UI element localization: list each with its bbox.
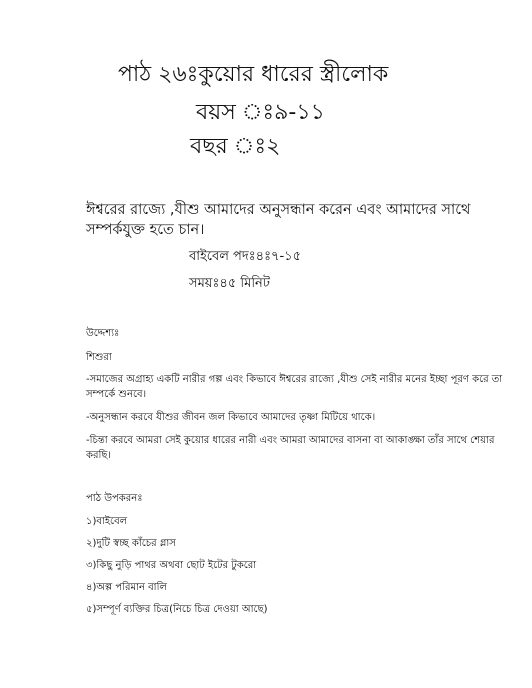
lesson-title: পাঠ ২৬ঃকুয়োর ধারের স্ত্রীলোক xyxy=(118,62,389,87)
objective-item: -সমাজের অগ্রাহ্য একটি নারীর গল্প এবং কিভাবে ঈশ্বরের রাজ্যে ,যীশু সেই নারীর মনের ইচ্ছা পূরণ করে তা সম্পর্কে শুনবে। xyxy=(86,374,503,400)
age-range: বয়স ঃ৯-১১ xyxy=(196,100,325,125)
materials-list xyxy=(86,514,268,624)
objectives-list xyxy=(86,372,506,471)
material-item: ১)বাইবেল xyxy=(86,516,128,527)
material-item: ২)দুটি স্বচ্ছ কাঁচের গ্লাস xyxy=(86,538,176,549)
lesson-duration: সময়ঃ৪৫ মিনিট xyxy=(189,276,270,291)
bible-verse: বাইবেল পদঃ৪ঃ৭-১৫ xyxy=(189,249,302,264)
objective-item: -অনুসন্ধান করবে যীশুর জীবন জল কিভাবে আমাদের তৃষ্ণা মিটিয়ে থাকে। xyxy=(86,412,376,423)
objectives-heading: উদ্দেশ্যঃ xyxy=(86,328,120,339)
intro-paragraph: ঈশ্বরের রাজ্যে ,যীশু আমাদের অনুসন্ধান করেন এবং আমাদের সাথে সম্পর্কযুক্ত হতে চান। xyxy=(86,202,471,238)
year-level: বছর ঃ২ xyxy=(190,134,281,159)
objective-item: -চিন্তা করবে আমরা সেই কুয়োর ধারের নারী এবং আমরা আমাদের বাসনা বা আকাঙ্ক্ষা তাঁর সাথে শেয়ার করছি। xyxy=(86,435,495,461)
objectives-audience: শিশুরা xyxy=(86,352,112,363)
material-item: ৪)অল্প পরিমান বালি xyxy=(86,582,167,593)
materials-heading: পাঠ উপকরনঃ xyxy=(86,493,143,504)
material-item: ৫)সম্পূর্ণ ব্যক্তির চিত্র(নিচে চিত্র দেওয়া আছে) xyxy=(86,604,268,615)
material-item: ৩)কিছু নুড়ি পাথর অথবা ছোট ইটের টুকরো xyxy=(86,560,257,571)
